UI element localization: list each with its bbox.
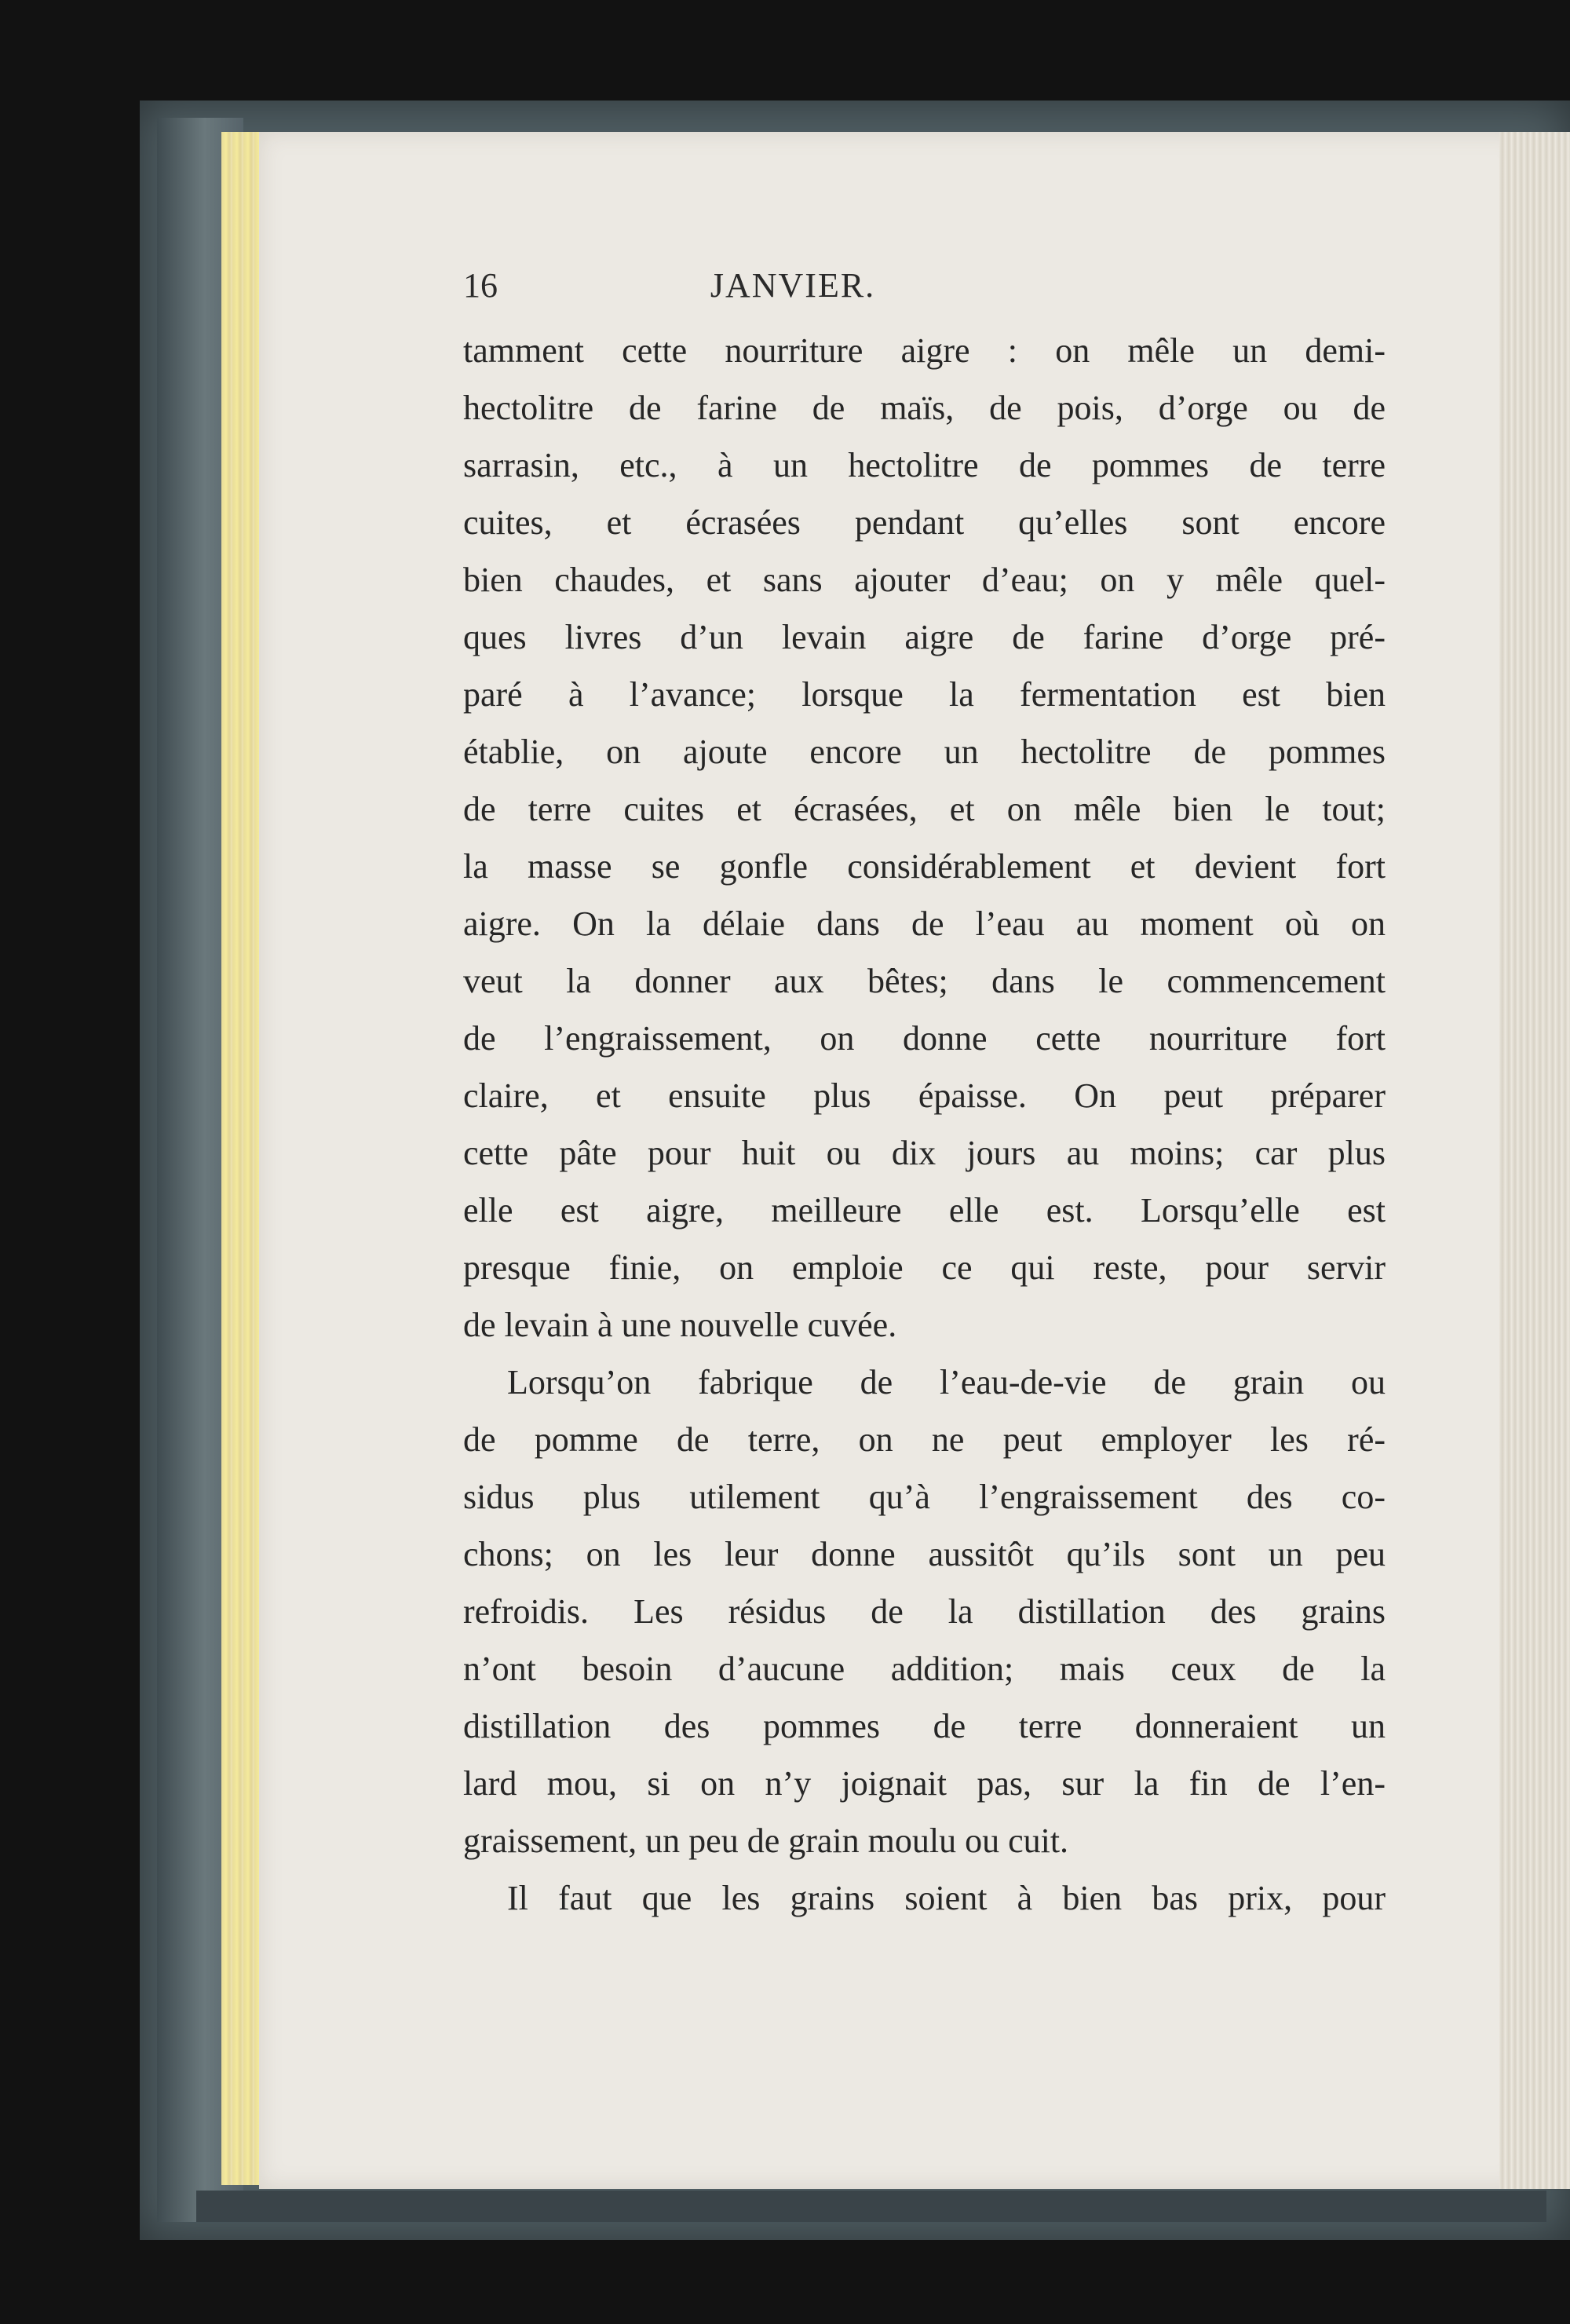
paragraph-end-line: de levain à une nouvelle cuvée. [463, 1306, 897, 1344]
text-line: presque finie, on emploie ce qui reste, pour servir [463, 1248, 1386, 1287]
text-line: veut la donner aux bêtes; dans le commencement [463, 962, 1386, 1000]
text-line: distillation des pommes de terre donneraient un [463, 1707, 1386, 1745]
text-line: lard mou, si on n’y joignait pas, sur la fin de l’en- [463, 1764, 1386, 1803]
paragraph-end-line: graissement, un peu de grain moulu ou cuit. [463, 1822, 1069, 1860]
text-line: de pomme de terre, on ne peut employer les ré- [463, 1420, 1386, 1459]
text-line: sidus plus utilement qu’à l’engraissement des co- [463, 1478, 1386, 1516]
text-line: établie, on ajoute encore un hectolitre de pommes [463, 733, 1386, 771]
text-line: refroidis. Les résidus de la distillation des grains [463, 1592, 1386, 1631]
text-line: cette pâte pour huit ou dix jours au moins; car plus [463, 1134, 1386, 1172]
paragraph-first-line: Il faut que les grains soient à bien bas prix, pour [507, 1879, 1386, 1917]
text-line: elle est aigre, meilleure elle est. Lorsqu’elle est [463, 1191, 1386, 1230]
cover-bottom-edge [196, 2191, 1546, 2222]
text-line: aigre. On la délaie dans de l’eau au moment où on [463, 904, 1386, 943]
body-text [463, 322, 1386, 1927]
text-line: chons; on les leur donne aussitôt qu’ils sont un peu [463, 1535, 1386, 1573]
text-line: sarrasin, etc., à un hectolitre de pommes de terre [463, 446, 1386, 484]
right-page-edges [1499, 132, 1570, 2189]
text-line: cuites, et écrasées pendant qu’elles sont encore [463, 503, 1386, 542]
text-line: la masse se gonfle considérablement et devient fort [463, 847, 1386, 886]
paragraph-first-line: Lorsqu’on fabrique de l’eau-de-vie de grain ou [507, 1363, 1386, 1401]
text-line: de l’engraissement, on donne cette nourriture fort [463, 1019, 1386, 1058]
text-line: de terre cuites et écrasées, et on mêle bien le tout; [463, 790, 1386, 828]
text-line: hectolitre de farine de maïs, de pois, d’orge ou de [463, 389, 1386, 427]
page-number: 16 [463, 266, 498, 305]
running-title: JANVIER. [710, 266, 876, 305]
text-line: ques livres d’un levain aigre de farine d’orge pré- [463, 618, 1386, 656]
text-line: paré à l’avance; lorsque la fermentation est bien [463, 675, 1386, 714]
text-line: claire, et ensuite plus épaisse. On peut préparer [463, 1076, 1386, 1115]
text-line: tamment cette nourriture aigre : on mêle un demi- [463, 331, 1386, 370]
text-line: n’ont besoin d’aucune addition; mais ceux de la [463, 1650, 1386, 1688]
text-line: bien chaudes, et sans ajouter d’eau; on y mêle quel- [463, 561, 1386, 599]
running-head [463, 265, 1013, 320]
